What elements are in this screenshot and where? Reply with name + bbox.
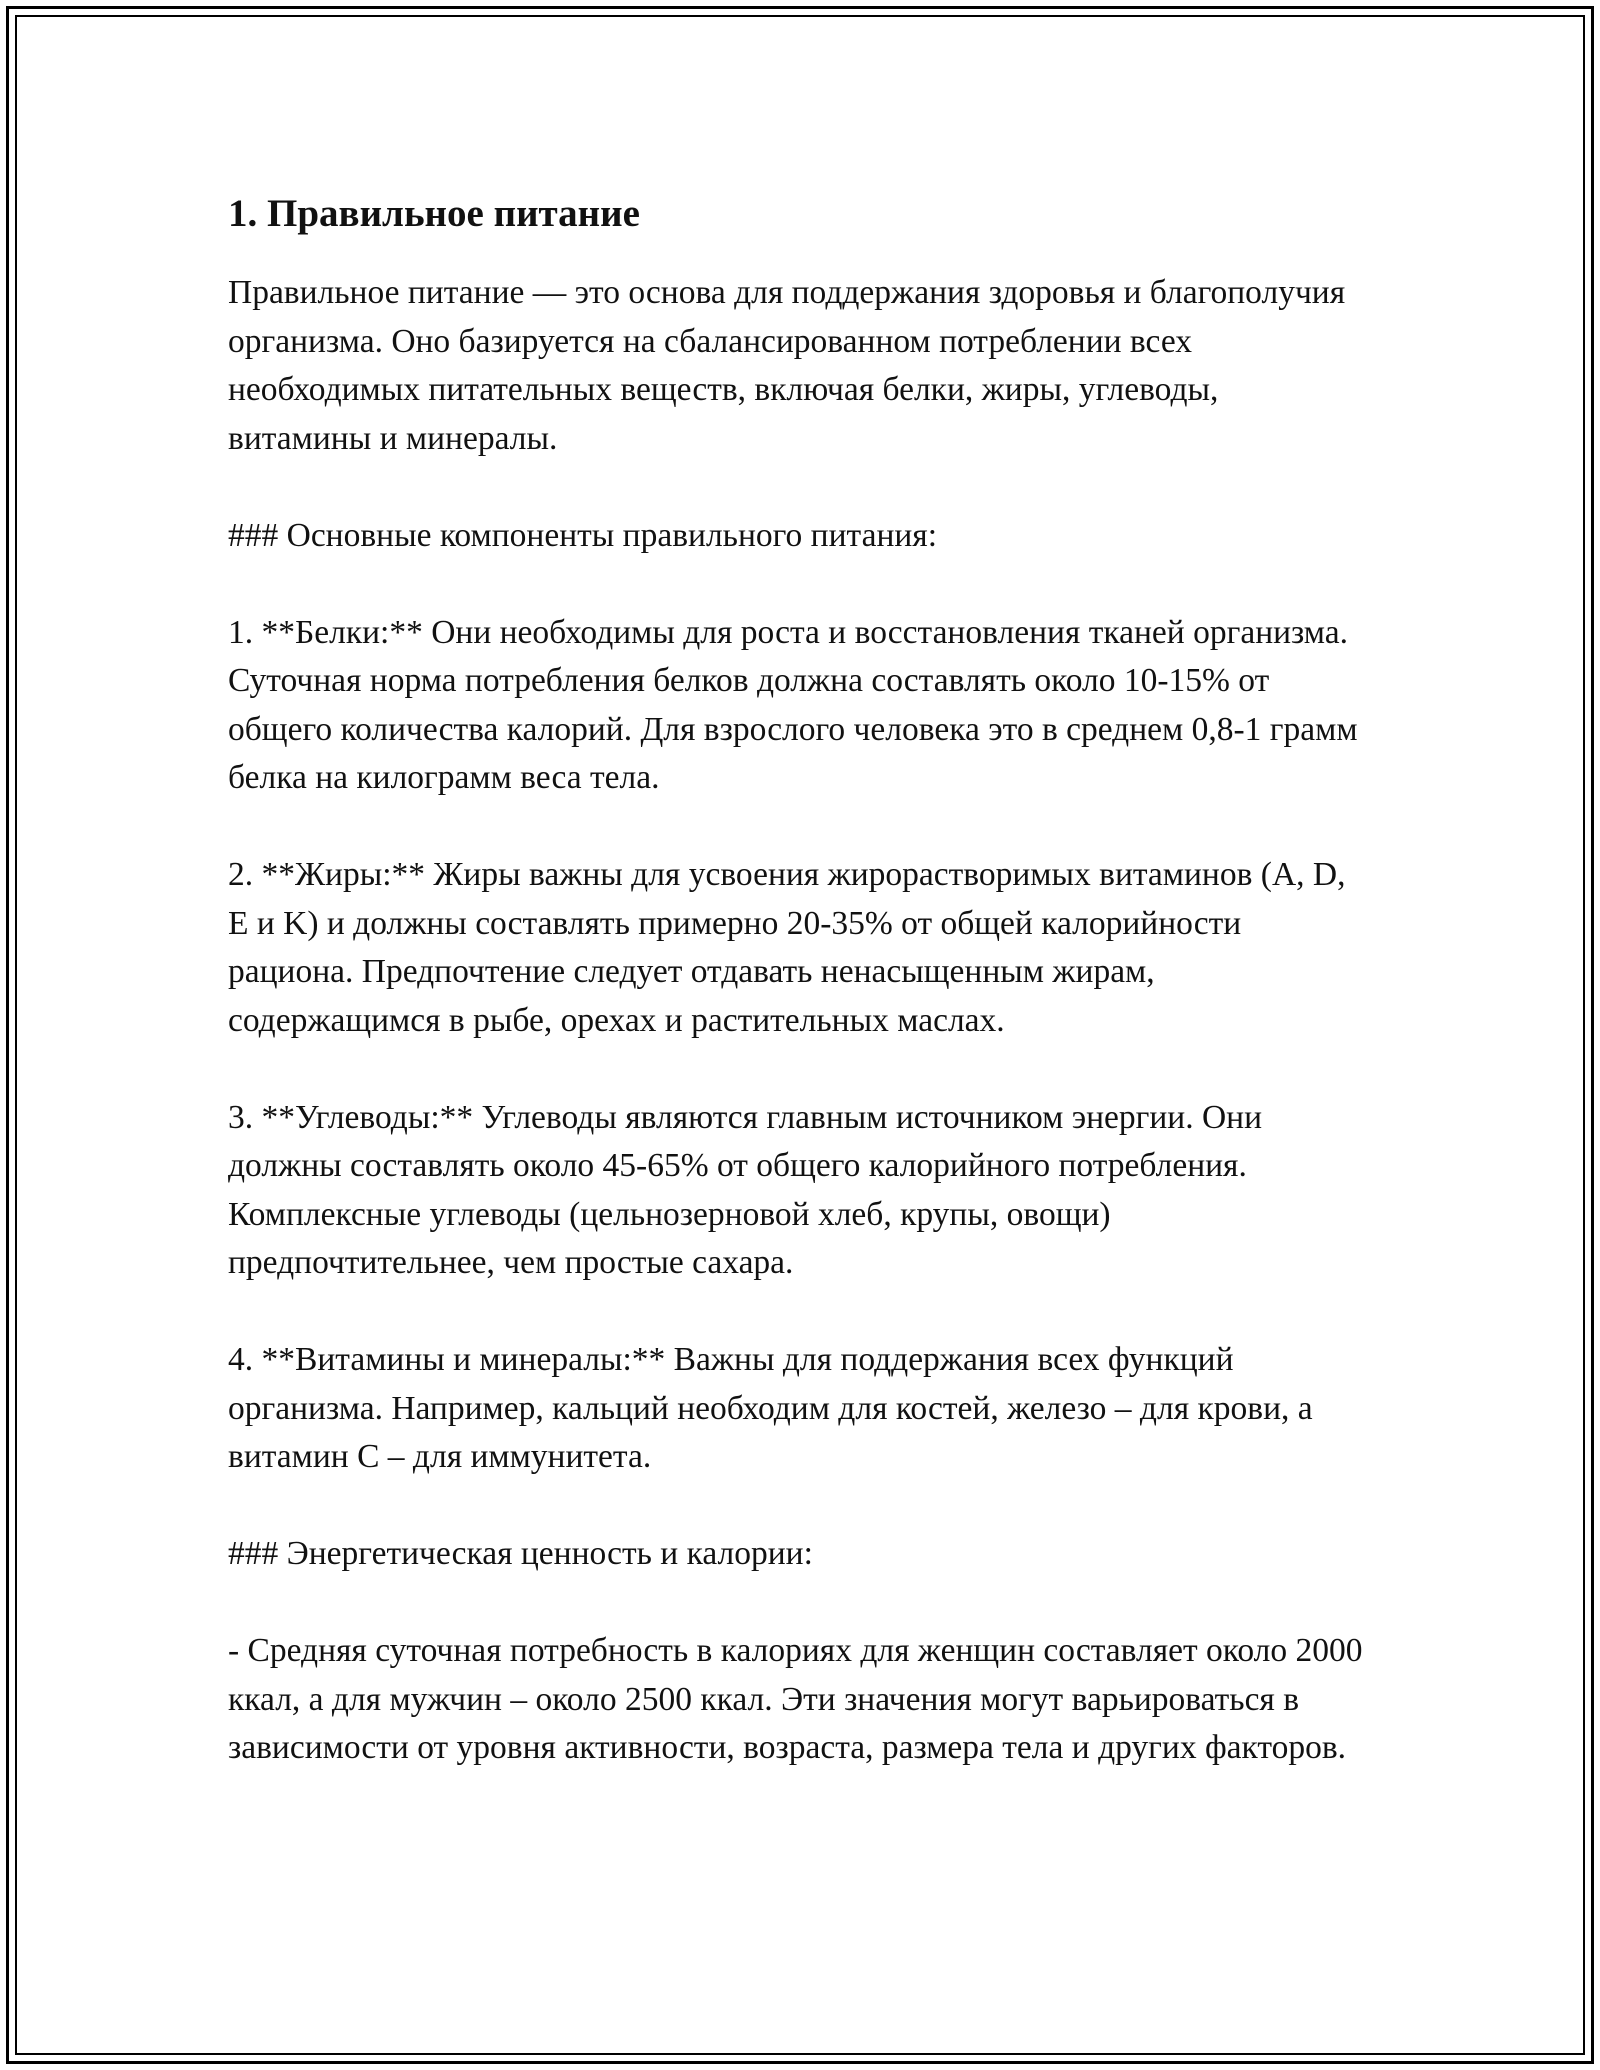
document-title: 1. Правильное питание xyxy=(228,192,640,235)
list-item-proteins: 1. **Белки:** Они необходимы для роста и восстановления тканей организма. Суточная норма потребления белков должна составлять около 10-15% от общего количества калорий. Для взрослого человека это в среднем 0,8-1 грамм белка на килограмм веса тела. xyxy=(228,613,1358,796)
document-body xyxy=(228,186,1368,1773)
intro-paragraph: Правильное питание — это основа для поддержания здоровья и благополучия организма. Оно базируется на сбалансированном потреблении всех необходимых питательных веществ, включая белки, жиры, углеводы, витамины и минералы. xyxy=(228,274,1346,457)
section-heading-components: ### Основные компоненты правильного питания: xyxy=(228,516,938,554)
list-item-fats: 2. **Жиры:** Жиры важны для усвоения жирорастворимых витаминов (A, D, E и K) и должны составлять примерно 20-35% от общей калорийности рациона. Предпочтение следует отдавать ненасыщенным жирам, содержащимся в рыбе, орехах и растительных маслах. xyxy=(228,856,1346,1039)
bullet-calorie-needs: - Средняя суточная потребность в калориях для женщин составляет около 2000 ккал, а для мужчин – около 2500 ккал. Эти значения могут варьироваться в зависимости от уровня активности, возраста, размера тела и других факторов. xyxy=(228,1632,1363,1766)
list-item-vitamins-minerals: 4. **Витамины и минералы:** Важны для поддержания всех функций организма. Например, кальций необходим для костей, железо – для крови, а витамин C – для иммунитета. xyxy=(228,1341,1313,1475)
list-item-carbohydrates: 3. **Углеводы:** Углеводы являются главным источником энергии. Они должны составлять около 45-65% от общего калорийного потребления. Комплексные углеводы (цельнозерновой хлеб, крупы, овощи) предпочтительнее, чем простые сахара. xyxy=(228,1098,1263,1281)
section-heading-calories: ### Энергетическая ценность и калории: xyxy=(228,1535,813,1572)
